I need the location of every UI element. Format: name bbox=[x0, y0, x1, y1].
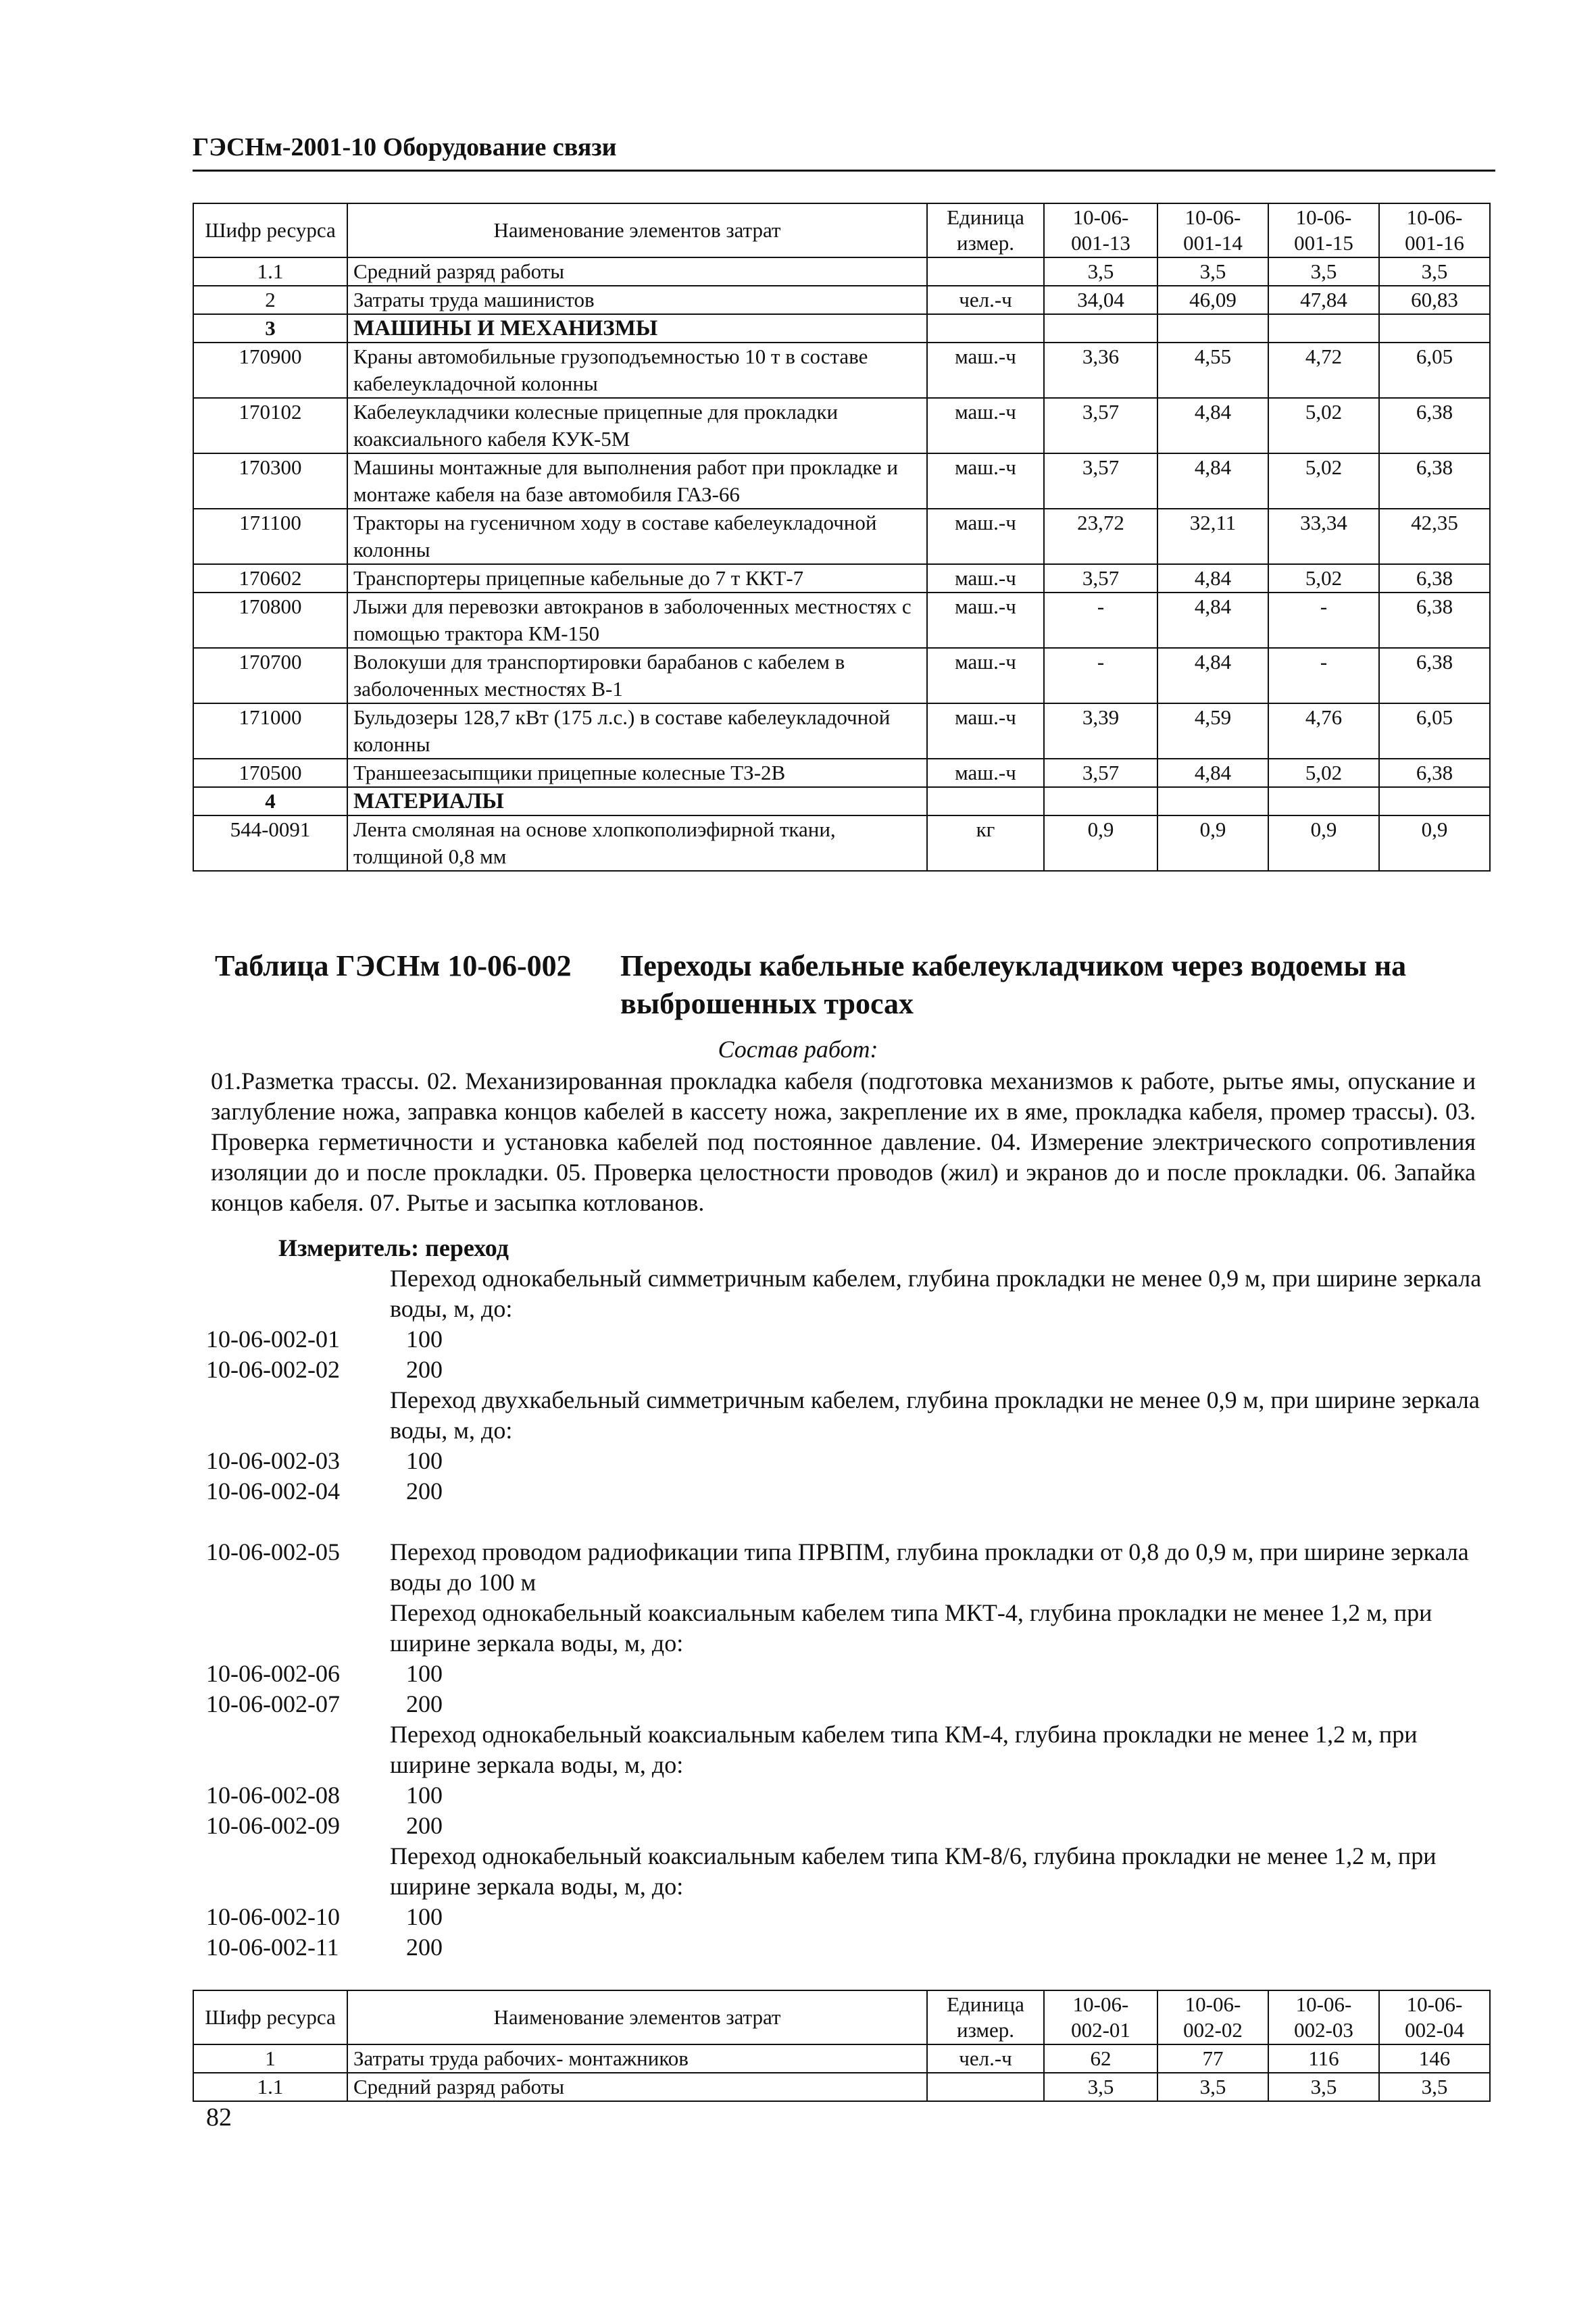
norm-group-description: Переход однокабельный коаксиальным кабелем типа МКТ-4, глубина прокладки не менее 1,2 м, при ширине зеркала воды, м, до: bbox=[390, 1599, 1432, 1657]
norm-code: 10-06-002-02 bbox=[206, 1356, 340, 1383]
norm-code: 10-06-002-03 bbox=[206, 1447, 340, 1474]
resource-code: 170602 bbox=[193, 564, 347, 593]
norm-row bbox=[206, 1780, 1490, 1811]
norm-value-cell: 4,84 bbox=[1157, 648, 1268, 703]
table-row bbox=[193, 286, 1490, 314]
norm-value-cell: 3,5 bbox=[1268, 2073, 1379, 2101]
resource-code: 170102 bbox=[193, 398, 347, 453]
resource-name: Затраты труда рабочих- монтажников bbox=[347, 2044, 927, 2073]
norm-value-cell: 3,5 bbox=[1379, 2073, 1490, 2101]
resource-code: 544-0091 bbox=[193, 815, 347, 871]
resource-unit: маш.-ч bbox=[927, 509, 1044, 564]
resource-code: 1 bbox=[193, 2044, 347, 2073]
norm-code: 10-06-002-10 bbox=[206, 1903, 340, 1930]
norm-value-cell: 32,11 bbox=[1157, 509, 1268, 564]
norm-value-cell: 6,38 bbox=[1379, 593, 1490, 648]
norm-value-cell: 5,02 bbox=[1268, 453, 1379, 509]
norm-value-cell bbox=[1044, 314, 1157, 343]
norm-value-cell: 4,59 bbox=[1157, 703, 1268, 759]
norm-value-cell: 42,35 bbox=[1379, 509, 1490, 564]
norm-code: 10-06-002-07 bbox=[206, 1690, 340, 1717]
norm-group-description: Переход двухкабельный симметричным кабелем, глубина прокладки не менее 0,9 м, при ширине зеркала воды, м, до: bbox=[390, 1386, 1480, 1444]
norm-value: 200 bbox=[406, 1690, 443, 1717]
col-header-norm: 10-06- 001-15 bbox=[1268, 203, 1379, 257]
norm-value-cell: 5,02 bbox=[1268, 759, 1379, 787]
resource-name: Лента смоляная на основе хлопкополиэфирной ткани, толщиной 0,8 мм bbox=[347, 815, 927, 871]
section-title-text: Переходы кабельные кабелеукладчиком через водоемы на выброшенных тросах bbox=[620, 949, 1407, 1020]
norm-row bbox=[206, 1324, 1490, 1355]
norm-value-cell: 3,5 bbox=[1044, 257, 1157, 286]
norm-code: 10-06-002-04 bbox=[206, 1478, 340, 1505]
resource-code: 2 bbox=[193, 286, 347, 314]
col-header-code: Шифр ресурса bbox=[193, 203, 347, 257]
norm-value-cell: 6,38 bbox=[1379, 759, 1490, 787]
norm-group-description: Переход однокабельный коаксиальным кабелем типа КМ-8/6, глубина прокладки не менее 1,2 м, при ширине зеркала воды, м, до: bbox=[390, 1842, 1437, 1900]
norm-value-cell: 0,9 bbox=[1268, 815, 1379, 871]
norm-value: 100 bbox=[406, 1903, 443, 1930]
norm-value-cell: 47,84 bbox=[1268, 286, 1379, 314]
norm-value-cell: 4,84 bbox=[1157, 453, 1268, 509]
norm-row-inline bbox=[206, 1537, 1498, 1598]
norm-value-cell: 4,72 bbox=[1268, 343, 1379, 398]
norm-code: 10-06-002-05 bbox=[206, 1538, 340, 1565]
resource-name: Бульдозеры 128,7 кВт (175 л.с.) в составе кабелеукладочной колонны bbox=[347, 703, 927, 759]
resource-code: 171000 bbox=[193, 703, 347, 759]
norm-value-cell: 4,55 bbox=[1157, 343, 1268, 398]
norm-value-cell bbox=[1379, 314, 1490, 343]
table-row bbox=[193, 343, 1490, 398]
norm-value-cell: 3,5 bbox=[1268, 257, 1379, 286]
table-row bbox=[193, 509, 1490, 564]
section-title-label: Таблица ГЭСНм 10-06-002 bbox=[215, 949, 572, 982]
norm-value-cell: 3,5 bbox=[1044, 2073, 1157, 2101]
norm-value-cell: 60,83 bbox=[1379, 286, 1490, 314]
resource-unit: маш.-ч bbox=[927, 453, 1044, 509]
norm-value-cell bbox=[1268, 314, 1379, 343]
resource-code: 170700 bbox=[193, 648, 347, 703]
composition-text: 01.Разметка трассы. 02. Механизированная прокладка кабеля (подготовка механизмов к работе, рытье ямы, опускание и заглубление ножа, заправка концов кабелей в кассету ножа, закрепление их в яме, прокладка кабеля, промер трассы). 03. Проверка герметичности и установка кабелей под постоянное давление. 04. Измерение электрического сопротивления изоляции до и после прокладки. 05. Проверка целостности проводов (жил) и экранов до и после прокладки. 06. Запайка концов кабеля. 07. Рытье и засыпка котлованов. bbox=[211, 1067, 1476, 1216]
norm-row bbox=[206, 1446, 1490, 1476]
norm-value-cell bbox=[1157, 787, 1268, 815]
resource-name: Кабелеукладчики колесные прицепные для прокладки коаксиального кабеля КУК-5М bbox=[347, 398, 927, 453]
norm-value-cell: 6,38 bbox=[1379, 564, 1490, 593]
table-row bbox=[193, 398, 1490, 453]
norm-value: 200 bbox=[406, 1356, 443, 1383]
col-header-norm: 10-06- 002-03 bbox=[1268, 1990, 1379, 2044]
norm-group-description: Переход однокабельный симметричным кабелем, глубина прокладки не менее 0,9 м, при ширине зеркала воды, м, до: bbox=[390, 1265, 1482, 1322]
norm-value-cell: - bbox=[1268, 593, 1379, 648]
norm-value: 200 bbox=[406, 1934, 443, 1961]
col-header-unit: Единица измер. bbox=[927, 203, 1044, 257]
resource-code: 171100 bbox=[193, 509, 347, 564]
resource-name: Тракторы на гусеничном ходу в составе кабелеукладочной колонны bbox=[347, 509, 927, 564]
norm-value-cell: 3,5 bbox=[1157, 2073, 1268, 2101]
resource-name: Машины монтажные для выполнения работ при прокладке и монтаже кабеля на базе автомобиля ГАЗ-66 bbox=[347, 453, 927, 509]
resource-name: Лыжи для перевозки автокранов в заболоченных местностях с помощью трактора КМ-150 bbox=[347, 593, 927, 648]
norm-value-cell: 4,84 bbox=[1157, 564, 1268, 593]
table-row bbox=[193, 2044, 1490, 2073]
table-header-row bbox=[193, 1990, 1490, 2044]
norm-value: 100 bbox=[406, 1447, 443, 1474]
resource-name: Траншеезасыпщики прицепные колесные ТЗ-2В bbox=[347, 759, 927, 787]
resource-unit: маш.-ч bbox=[927, 703, 1044, 759]
norm-row bbox=[206, 1902, 1490, 1932]
norm-value: 200 bbox=[406, 1478, 443, 1505]
resource-unit: чел.-ч bbox=[927, 2044, 1044, 2073]
norm-value-cell: 0,9 bbox=[1157, 815, 1268, 871]
norm-row bbox=[206, 1689, 1490, 1719]
col-header-norm: 10-06- 002-04 bbox=[1379, 1990, 1490, 2044]
norm-value: 100 bbox=[406, 1326, 443, 1353]
norm-value-cell: 46,09 bbox=[1157, 286, 1268, 314]
norm-value-cell: 3,39 bbox=[1044, 703, 1157, 759]
meter-label: Измеритель: переход bbox=[278, 1234, 509, 1261]
resource-code: 1.1 bbox=[193, 257, 347, 286]
norm-value-cell: 0,9 bbox=[1044, 815, 1157, 871]
norm-value-cell: 4,84 bbox=[1157, 398, 1268, 453]
norm-value-cell: 4,76 bbox=[1268, 703, 1379, 759]
table-row bbox=[193, 815, 1490, 871]
norm-value-cell: 34,04 bbox=[1044, 286, 1157, 314]
resource-code: 4 bbox=[193, 787, 347, 815]
norm-value-cell: 6,38 bbox=[1379, 453, 1490, 509]
resource-unit bbox=[927, 257, 1044, 286]
resource-name: Затраты труда машинистов bbox=[347, 286, 927, 314]
resource-name: МАШИНЫ И МЕХАНИЗМЫ bbox=[347, 314, 927, 343]
norm-value-cell: 6,05 bbox=[1379, 703, 1490, 759]
col-header-name: Наименование элементов затрат bbox=[347, 203, 927, 257]
table-row bbox=[193, 648, 1490, 703]
norm-value-cell: 33,34 bbox=[1268, 509, 1379, 564]
norm-value-cell: 62 bbox=[1044, 2044, 1157, 2073]
norm-list bbox=[206, 1263, 1490, 1963]
col-header-unit: Единица измер. bbox=[927, 1990, 1044, 2044]
resource-unit: чел.-ч bbox=[927, 286, 1044, 314]
norm-value-cell: - bbox=[1268, 648, 1379, 703]
resource-unit bbox=[927, 787, 1044, 815]
table-row bbox=[193, 564, 1490, 593]
norm-value-cell bbox=[1157, 314, 1268, 343]
norm-value: 200 bbox=[406, 1812, 443, 1839]
norm-code: 10-06-002-08 bbox=[206, 1782, 340, 1809]
resource-unit bbox=[927, 314, 1044, 343]
norm-value-cell: 77 bbox=[1157, 2044, 1268, 2073]
col-header-norm: 10-06- 002-01 bbox=[1044, 1990, 1157, 2044]
page-number: 82 bbox=[206, 2103, 232, 2132]
norm-value-cell bbox=[1268, 787, 1379, 815]
norm-value-cell: 5,02 bbox=[1268, 564, 1379, 593]
norm-value-cell: 146 bbox=[1379, 2044, 1490, 2073]
col-header-norm: 10-06- 002-02 bbox=[1157, 1990, 1268, 2044]
resource-unit: маш.-ч bbox=[927, 564, 1044, 593]
norm-value-cell: 4,84 bbox=[1157, 759, 1268, 787]
resource-name: Транспортеры прицепные кабельные до 7 т ККТ-7 bbox=[347, 564, 927, 593]
table-header-row bbox=[193, 203, 1490, 257]
norm-value-cell: 3,57 bbox=[1044, 398, 1157, 453]
norm-value: 100 bbox=[406, 1782, 443, 1809]
resource-code: 170900 bbox=[193, 343, 347, 398]
col-header-code: Шифр ресурса bbox=[193, 1990, 347, 2044]
norm-row bbox=[206, 1659, 1490, 1689]
resource-unit: маш.-ч bbox=[927, 759, 1044, 787]
resource-unit: маш.-ч bbox=[927, 398, 1044, 453]
norm-value-cell: 6,05 bbox=[1379, 343, 1490, 398]
norm-row bbox=[206, 1476, 1490, 1507]
norm-value-cell: 116 bbox=[1268, 2044, 1379, 2073]
col-header-name: Наименование элементов затрат bbox=[347, 1990, 927, 2044]
norm-value-cell bbox=[1379, 787, 1490, 815]
resource-table-001 bbox=[193, 203, 1491, 872]
resource-unit: кг bbox=[927, 815, 1044, 871]
norm-value-cell: 4,84 bbox=[1157, 593, 1268, 648]
norm-value-cell: 23,72 bbox=[1044, 509, 1157, 564]
table-row bbox=[193, 759, 1490, 787]
norm-code: 10-06-002-09 bbox=[206, 1812, 340, 1839]
table-row bbox=[193, 257, 1490, 286]
resource-unit: маш.-ч bbox=[927, 648, 1044, 703]
norm-value-cell: 0,9 bbox=[1379, 815, 1490, 871]
norm-value-cell: 3,57 bbox=[1044, 759, 1157, 787]
norm-value-cell: 3,57 bbox=[1044, 564, 1157, 593]
norm-value-cell: 3,5 bbox=[1157, 257, 1268, 286]
resource-code: 170800 bbox=[193, 593, 347, 648]
resource-code: 170500 bbox=[193, 759, 347, 787]
norm-value-cell: 3,36 bbox=[1044, 343, 1157, 398]
resource-code: 1.1 bbox=[193, 2073, 347, 2101]
header-divider bbox=[193, 170, 1495, 172]
table-row bbox=[193, 703, 1490, 759]
resource-code: 3 bbox=[193, 314, 347, 343]
norm-group-description: Переход однокабельный коаксиальным кабелем типа КМ-4, глубина прокладки не менее 1,2 м, при ширине зеркала воды, м, до: bbox=[390, 1721, 1418, 1778]
norm-value-cell: 3,57 bbox=[1044, 453, 1157, 509]
section-row bbox=[193, 314, 1490, 343]
resource-name: Волокуши для транспортировки барабанов с кабелем в заболоченных местностях В-1 bbox=[347, 648, 927, 703]
resource-unit bbox=[927, 2073, 1044, 2101]
table-row bbox=[193, 453, 1490, 509]
resource-name: МАТЕРИАЛЫ bbox=[347, 787, 927, 815]
norm-value-cell bbox=[1044, 787, 1157, 815]
resource-table-002 bbox=[193, 1990, 1491, 2102]
norm-row bbox=[206, 1932, 1490, 1963]
section-row bbox=[193, 787, 1490, 815]
spacer bbox=[206, 1507, 1490, 1537]
col-header-norm: 10-06- 001-13 bbox=[1044, 203, 1157, 257]
resource-name: Средний разряд работы bbox=[347, 2073, 927, 2101]
norm-value-cell: 6,38 bbox=[1379, 648, 1490, 703]
norm-value: 100 bbox=[406, 1660, 443, 1687]
norm-value-cell: 5,02 bbox=[1268, 398, 1379, 453]
norm-code: 10-06-002-06 bbox=[206, 1660, 340, 1687]
col-header-norm: 10-06- 001-16 bbox=[1379, 203, 1490, 257]
running-title: ГЭСНм-2001-10 Оборудование связи bbox=[193, 133, 617, 161]
norm-code: 10-06-002-01 bbox=[206, 1326, 340, 1353]
norm-value-cell: - bbox=[1044, 593, 1157, 648]
table-row bbox=[193, 2073, 1490, 2101]
col-header-norm: 10-06- 001-14 bbox=[1157, 203, 1268, 257]
composition-heading: Состав работ: bbox=[718, 1036, 878, 1063]
resource-unit: маш.-ч bbox=[927, 593, 1044, 648]
norm-code: 10-06-002-11 bbox=[206, 1934, 339, 1961]
resource-code: 170300 bbox=[193, 453, 347, 509]
norm-value-cell: 6,38 bbox=[1379, 398, 1490, 453]
norm-row bbox=[206, 1355, 1490, 1385]
norm-value-cell: - bbox=[1044, 648, 1157, 703]
resource-unit: маш.-ч bbox=[927, 343, 1044, 398]
norm-description: Переход проводом радиофикации типа ПРВПМ, глубина прокладки от 0,8 до 0,9 м, при ширине зеркала воды до 100 м bbox=[390, 1538, 1469, 1596]
resource-name: Краны автомобильные грузоподъемностью 10 т в составе кабелеукладочной колонны bbox=[347, 343, 927, 398]
norm-row bbox=[206, 1811, 1490, 1841]
resource-name: Средний разряд работы bbox=[347, 257, 927, 286]
table-row bbox=[193, 593, 1490, 648]
norm-value-cell: 3,5 bbox=[1379, 257, 1490, 286]
